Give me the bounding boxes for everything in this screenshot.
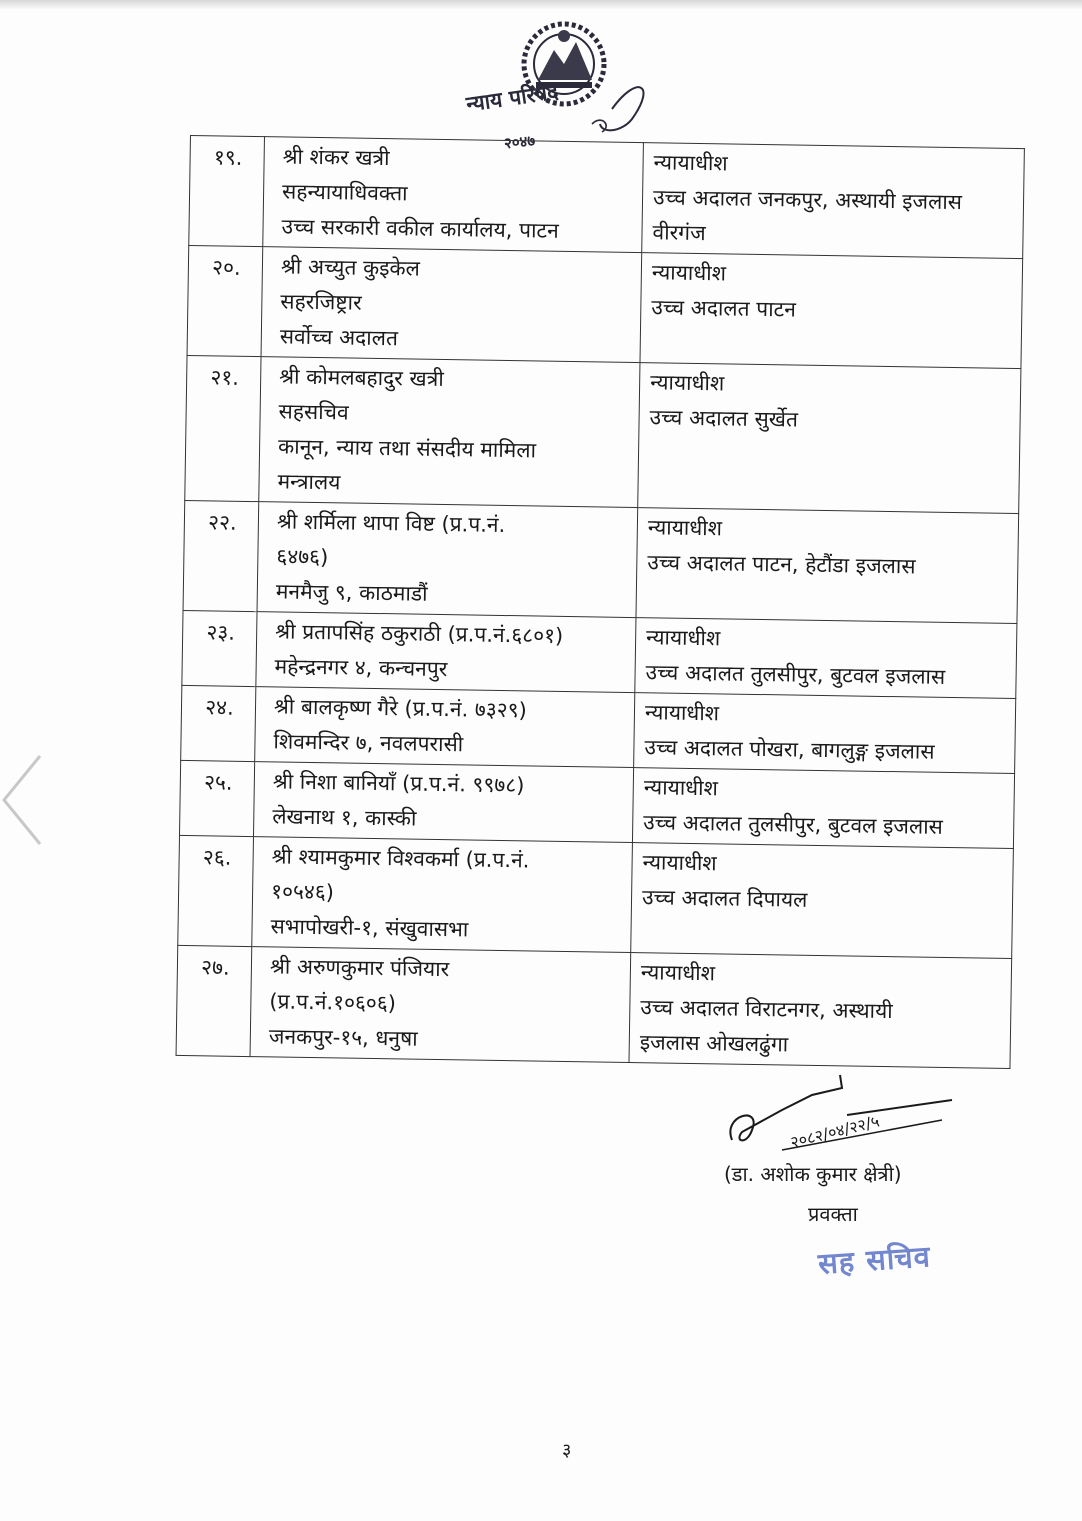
- row-number: २६.: [178, 835, 254, 946]
- appointment-post-line: न्यायाधीश: [651, 260, 727, 286]
- signer-role: प्रवक्ता: [808, 1202, 858, 1226]
- nominee-detail-line: सभापोखरी-१, संखुवासभा: [270, 914, 469, 942]
- nominee-detail-line: श्री अरुणकुमार पंजियार: [269, 954, 450, 982]
- nominee-detail-line: लेखनाथ १, कास्की: [272, 804, 417, 831]
- appointment-post-line: न्यायाधीश: [645, 625, 721, 651]
- page-top-shadow: [0, 0, 1082, 10]
- table-row: [178, 835, 1014, 958]
- table-row: [187, 245, 1023, 368]
- nominee-detail-line: श्री प्रतापसिंह ठकुराठी (प्र.प.नं.६८०१): [275, 619, 564, 648]
- appointment-post-line: न्यायाधीश: [653, 150, 728, 176]
- appointment-post-line: उच्च अदालत तुलसीपुर, बुटवल इजलास: [645, 660, 946, 689]
- appointment-post-line: उच्च अदालत विराटनगर, अस्थायी: [640, 995, 893, 1024]
- nominee-details-cell: [257, 502, 638, 618]
- nominee-detail-line: सहरजिष्ट्रार: [280, 289, 362, 315]
- appointment-post-cell: [635, 618, 1017, 699]
- emblem-year: २०४७: [503, 131, 536, 153]
- appointment-post-cell: [632, 768, 1014, 849]
- nominee-detail-line: सर्वोच्च अदालत: [279, 324, 399, 351]
- table-row: [179, 760, 1014, 848]
- nominee-details-cell: [255, 687, 635, 768]
- appointment-post-line: उच्च अदालत दिपायल: [641, 885, 808, 912]
- appointment-post-line: उच्च अदालत पाटन, हेटौंडा इजलास: [647, 550, 916, 579]
- row-number: १९.: [189, 136, 265, 247]
- appointment-post-line: उच्च अदालत पाटन: [651, 295, 797, 322]
- nominee-detail-line: श्री शंकर खत्री: [282, 144, 390, 171]
- appointment-post-line: न्यायाधीश: [643, 775, 719, 801]
- appointment-post-line: न्यायाधीश: [640, 960, 716, 986]
- nominee-detail-line: श्री बालकृष्ण गैरे (प्र.प.नं. ७३२९): [273, 694, 527, 723]
- appointment-post-line: न्यायाधीश: [647, 515, 723, 541]
- signature-date: २०८२/०४/२२/५: [788, 1111, 882, 1152]
- judicial-council-emblem-icon: [462, 14, 662, 154]
- table-row: [183, 500, 1019, 623]
- appointment-post-cell: [642, 143, 1025, 259]
- nominee-detail-line: कानून, न्याय तथा संसदीय मामिला: [277, 434, 537, 463]
- nominee-details-cell: [253, 762, 633, 843]
- nominee-detail-line: सहन्यायाधिवक्ता: [281, 179, 408, 206]
- nominee-detail-line: शिवमन्दिर ७, नवलपरासी: [273, 729, 464, 757]
- emblem-text: न्याय परिषद: [464, 79, 560, 117]
- appointment-post-cell: [634, 693, 1016, 774]
- appointment-post-line: उच्च अदालत तुलसीपुर, बुटवल इजलास: [643, 810, 944, 839]
- nominee-detail-line: श्री अच्युत कुइकेल: [280, 254, 421, 281]
- row-number: २५.: [179, 760, 254, 836]
- nominee-detail-line: मन्त्रालय: [277, 469, 341, 495]
- nominee-detail-line: श्री निशा बानियाँ (प्र.प.नं. ९९७८): [272, 769, 525, 798]
- row-number: २४.: [181, 685, 256, 761]
- nominee-details-cell: [263, 137, 644, 253]
- row-number: २२.: [183, 500, 259, 611]
- row-number: २३.: [182, 610, 257, 686]
- nominee-details-cell: [259, 357, 640, 508]
- nominee-detail-line: (प्र.प.नं.१०६०६): [269, 989, 397, 1016]
- nominee-details-cell: [261, 247, 642, 363]
- nominee-details-cell: [256, 612, 636, 693]
- page-number: ३: [562, 1440, 572, 1461]
- nominee-detail-line: मनमैजु ९, काठमाडौं: [275, 579, 428, 606]
- nominee-detail-line: श्री कोमलबहादुर खत्री: [279, 364, 444, 392]
- table-row: [182, 610, 1017, 698]
- handwritten-signature-icon: [722, 1070, 962, 1160]
- table-row: [185, 355, 1021, 513]
- appointment-post-cell: [636, 508, 1019, 624]
- appointment-post-line: उच्च अदालत पोखरा, बागलुङ्ग इजलास: [644, 735, 935, 764]
- row-number: २०.: [187, 245, 263, 356]
- nominee-detail-line: जनकपुर-१५, धनुषा: [268, 1024, 418, 1051]
- table-row: [176, 945, 1012, 1068]
- nominee-details-cell: [252, 837, 633, 953]
- appointment-post-line: न्यायाधीश: [644, 700, 720, 726]
- previous-page-chevron-icon[interactable]: [0, 752, 44, 848]
- appointment-post-line: वीरगंज: [652, 220, 706, 246]
- appointment-post-line: उच्च अदालत जनकपुर, अस्थायी इजलास: [652, 185, 963, 215]
- appointment-post-line: इजलास ओखलढुंगा: [639, 1030, 789, 1057]
- nominee-detail-line: श्री श्यामकुमार विश्वकर्मा (प्र.प.नं.: [271, 844, 530, 873]
- appointment-post-line: न्यायाधीश: [642, 850, 717, 876]
- table-row: [181, 685, 1016, 773]
- nominee-detail-line: सहसचिव: [278, 399, 349, 425]
- appointment-post-cell: [629, 953, 1012, 1069]
- appointment-post-cell: [631, 843, 1014, 959]
- nominee-detail-line: महेन्द्रनगर ४, कन्चनपुर: [274, 654, 448, 682]
- official-stamp: सह सचिव: [816, 1239, 932, 1281]
- appointment-post-line: उच्च अदालत सुर्खेत: [649, 405, 799, 432]
- appointments-table-wrapper: [176, 135, 1032, 1069]
- appointments-table: [176, 135, 1025, 1069]
- table-row: [189, 136, 1025, 259]
- appointment-post-cell: [640, 253, 1023, 369]
- signer-name: (डा. अशोक कुमार क्षेत्री): [724, 1162, 902, 1186]
- appointment-post-line: न्यायाधीश: [649, 370, 725, 396]
- row-number: २१.: [185, 355, 261, 501]
- nominee-detail-line: ६४७६): [276, 544, 329, 570]
- appointment-post-cell: [638, 363, 1021, 514]
- nominee-details-cell: [250, 947, 631, 1063]
- nominee-detail-line: १०५४६): [270, 879, 335, 905]
- nominee-detail-line: उच्च सरकारी वकील कार्यालय, पाटन: [281, 214, 559, 243]
- nominee-detail-line: श्री शर्मिला थापा विष्ट (प्र.प.नं.: [276, 509, 506, 537]
- row-number: २७.: [176, 945, 252, 1056]
